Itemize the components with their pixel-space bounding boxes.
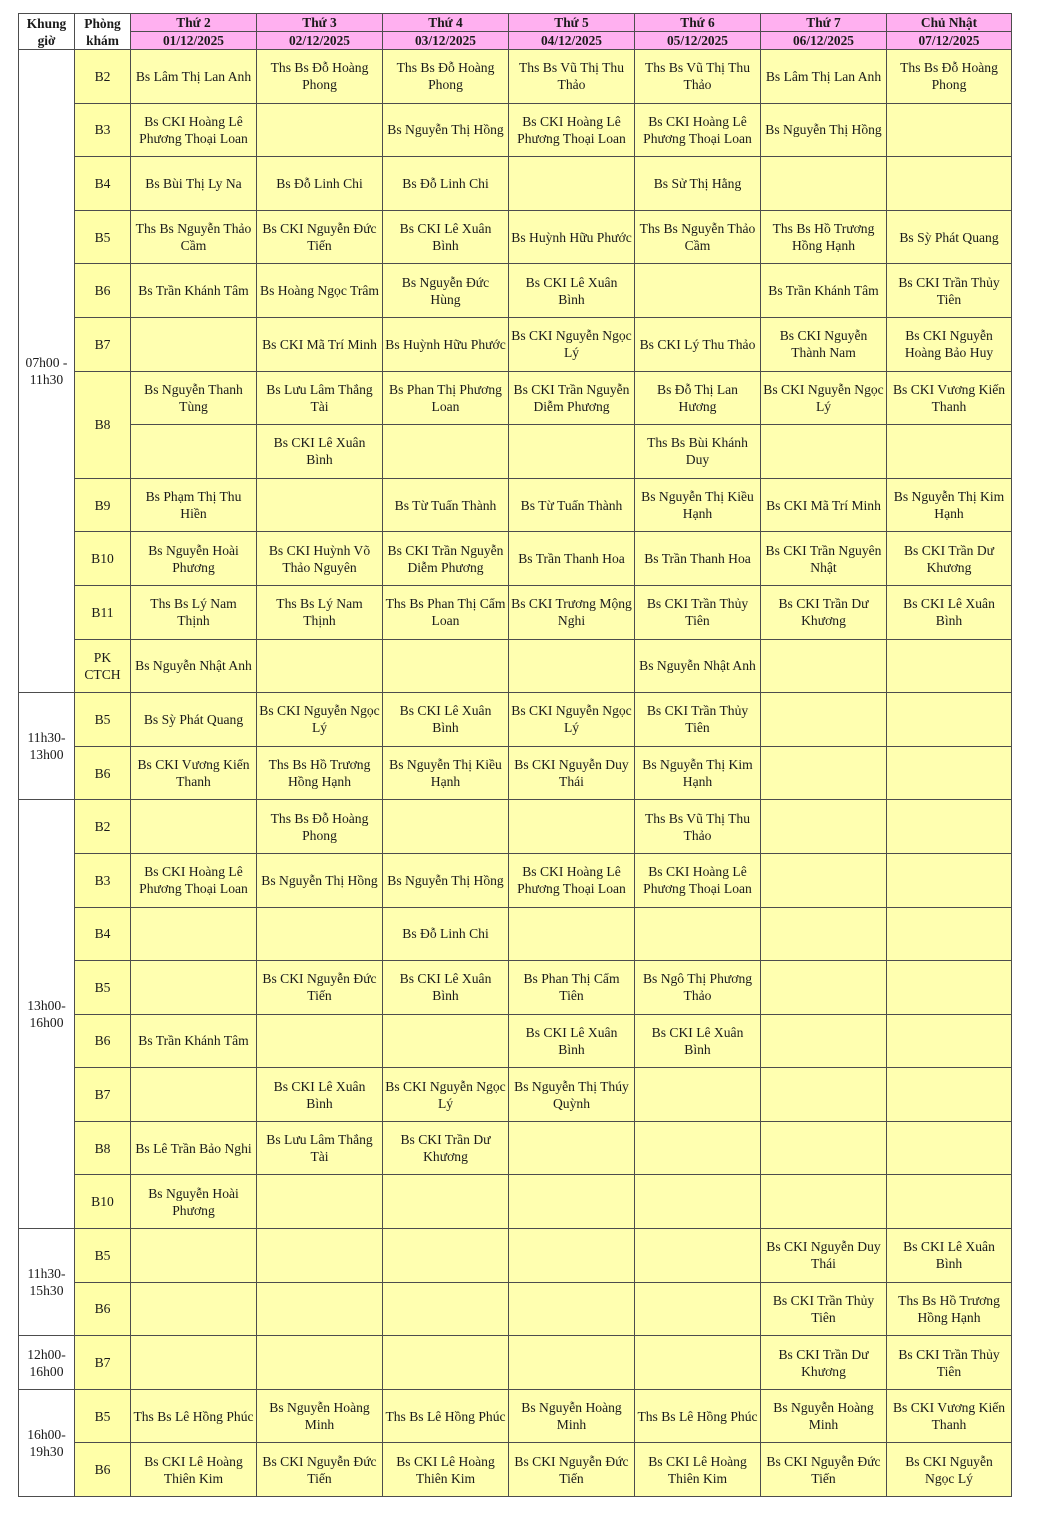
room-cell: B5 (75, 961, 131, 1015)
doctor-cell: Ths Bs Lê Hồng Phúc (635, 1389, 761, 1443)
doctor-cell (509, 800, 635, 854)
table-row (19, 425, 1012, 479)
doctor-cell (887, 1068, 1012, 1122)
doctor-cell (383, 1336, 509, 1390)
doctor-cell: Bs Lưu Lâm Thắng Tài (257, 1121, 383, 1175)
table-row (19, 1389, 1012, 1443)
doctor-cell (257, 907, 383, 961)
doctor-cell: Bs CKI Nguyễn Đức Tiến (509, 1443, 635, 1497)
room-cell: B6 (75, 264, 131, 318)
table-row (19, 746, 1012, 800)
doctor-cell: Bs Lê Trần Bảo Nghi (131, 1121, 257, 1175)
doctor-cell: Bs CKI Hoàng Lê Phương Thoại Loan (131, 853, 257, 907)
table-row (19, 478, 1012, 532)
doctor-cell: Bs Bùi Thị Ly Na (131, 157, 257, 211)
room-cell: B3 (75, 103, 131, 157)
doctor-cell: Bs Nguyễn Hoài Phương (131, 1175, 257, 1229)
doctor-cell: Bs Sỳ Phát Quang (887, 210, 1012, 264)
doctor-cell (509, 157, 635, 211)
time-slot-cell: 11h30- 13h00 (19, 693, 75, 800)
day-date-header: 06/12/2025 (761, 32, 887, 50)
doctor-cell (887, 907, 1012, 961)
doctor-cell (257, 103, 383, 157)
doctor-cell (635, 1229, 761, 1283)
doctor-cell: Bs CKI Nguyễn Thành Nam (761, 317, 887, 371)
doctor-cell: Bs Nguyễn Đức Hùng (383, 264, 509, 318)
doctor-cell (509, 1121, 635, 1175)
doctor-cell (761, 907, 887, 961)
doctor-cell (761, 1068, 887, 1122)
doctor-cell (887, 800, 1012, 854)
doctor-cell: Bs CKI Lê Xuân Bình (509, 1014, 635, 1068)
day-date-header: 05/12/2025 (635, 32, 761, 50)
doctor-cell (509, 1229, 635, 1283)
table-row (19, 317, 1012, 371)
doctor-cell: Bs CKI Lê Xuân Bình (383, 693, 509, 747)
doctor-cell (635, 1175, 761, 1229)
doctor-cell: Bs CKI Nguyễn Ngọc Lý (761, 371, 887, 425)
doctor-cell: Bs CKI Trần Nguyễn Diễm Phương (383, 532, 509, 586)
doctor-cell: Ths Bs Hồ Trương Hồng Hạnh (257, 746, 383, 800)
doctor-cell: Bs CKI Hoàng Lê Phương Thoại Loan (509, 103, 635, 157)
doctor-cell (509, 425, 635, 479)
doctor-cell: Bs CKI Huỳnh Võ Thảo Nguyên (257, 532, 383, 586)
doctor-cell: Bs CKI Nguyễn Ngọc Lý (257, 693, 383, 747)
doctor-cell (887, 103, 1012, 157)
room-cell: B4 (75, 907, 131, 961)
doctor-cell: Bs Phan Thị Phương Loan (383, 371, 509, 425)
time-slot-cell: 16h00- 19h30 (19, 1389, 75, 1496)
doctor-cell: Ths Bs Lý Nam Thịnh (131, 585, 257, 639)
doctor-cell (635, 264, 761, 318)
doctor-cell: Bs Đỗ Thị Lan Hương (635, 371, 761, 425)
doctor-cell: Bs CKI Nguyễn Ngọc Lý (509, 693, 635, 747)
table-row (19, 157, 1012, 211)
doctor-cell: Bs CKI Lê Xuân Bình (509, 264, 635, 318)
table-row (19, 1068, 1012, 1122)
room-cell: B7 (75, 1336, 131, 1390)
doctor-cell: Bs CKI Lê Xuân Bình (257, 1068, 383, 1122)
day-name-header: Thứ 3 (257, 14, 383, 32)
doctor-cell (257, 1229, 383, 1283)
doctor-cell: Bs CKI Nguyễn Đức Tiến (257, 210, 383, 264)
doctor-cell (887, 1121, 1012, 1175)
doctor-cell: Bs Phạm Thị Thu Hiền (131, 478, 257, 532)
doctor-cell (887, 157, 1012, 211)
doctor-cell (131, 1068, 257, 1122)
table-row (19, 1121, 1012, 1175)
doctor-cell: Bs CKI Nguyễn Duy Thái (761, 1229, 887, 1283)
doctor-cell (761, 639, 887, 693)
doctor-cell: Bs CKI Hoàng Lê Phương Thoại Loan (635, 103, 761, 157)
room-cell: B5 (75, 1229, 131, 1283)
doctor-cell (257, 1282, 383, 1336)
doctor-cell: Bs Nguyễn Nhật Anh (131, 639, 257, 693)
table-row (19, 800, 1012, 854)
doctor-cell (887, 693, 1012, 747)
doctor-cell: Bs Nguyễn Thị Kiều Hạnh (383, 746, 509, 800)
doctor-cell: Bs Từ Tuấn Thành (383, 478, 509, 532)
doctor-cell: Bs Nguyễn Thị Kim Hạnh (887, 478, 1012, 532)
table-row (19, 693, 1012, 747)
doctor-cell (509, 639, 635, 693)
doctor-cell: Bs CKI Nguyễn Đức Tiến (257, 1443, 383, 1497)
table-row (19, 371, 1012, 425)
doctor-cell (887, 853, 1012, 907)
doctor-cell: Bs Trần Thanh Hoa (635, 532, 761, 586)
doctor-cell (131, 317, 257, 371)
doctor-cell (131, 1229, 257, 1283)
doctor-cell (887, 961, 1012, 1015)
doctor-cell: Ths Bs Phan Thị Cẩm Loan (383, 585, 509, 639)
doctor-cell (131, 1282, 257, 1336)
doctor-cell: Bs CKI Trần Thủy Tiên (761, 1282, 887, 1336)
doctor-cell (635, 1336, 761, 1390)
doctor-cell (257, 1336, 383, 1390)
doctor-cell: Bs Trần Khánh Tâm (131, 264, 257, 318)
doctor-cell (761, 746, 887, 800)
doctor-cell: Bs CKI Mã Trí Minh (257, 317, 383, 371)
doctor-cell: Ths Bs Vũ Thị Thu Thảo (509, 50, 635, 104)
doctor-cell: Bs Đỗ Linh Chi (257, 157, 383, 211)
doctor-cell (635, 907, 761, 961)
room-cell: B5 (75, 210, 131, 264)
doctor-cell (761, 157, 887, 211)
doctor-cell: Bs CKI Trần Dư Khương (383, 1121, 509, 1175)
room-cell: B9 (75, 478, 131, 532)
day-name-header: Thứ 6 (635, 14, 761, 32)
doctor-cell (887, 1014, 1012, 1068)
room-cell: B11 (75, 585, 131, 639)
doctor-cell: Bs Hoàng Ngọc Trâm (257, 264, 383, 318)
doctor-cell (509, 1175, 635, 1229)
doctor-cell (383, 1282, 509, 1336)
doctor-cell: Bs CKI Trần Thủy Tiên (887, 1336, 1012, 1390)
room-cell: B6 (75, 1014, 131, 1068)
doctor-cell: Bs Phan Thị Cẩm Tiên (509, 961, 635, 1015)
doctor-cell (509, 1282, 635, 1336)
doctor-cell: Ths Bs Nguyễn Thảo Cầm (131, 210, 257, 264)
doctor-cell (761, 853, 887, 907)
doctor-cell (257, 1175, 383, 1229)
doctor-cell: Bs CKI Trần Nguyễn Diễm Phương (509, 371, 635, 425)
doctor-cell: Bs Trần Thanh Hoa (509, 532, 635, 586)
doctor-cell: Bs CKI Lê Hoàng Thiên Kim (131, 1443, 257, 1497)
doctor-cell: Bs Lưu Lâm Thắng Tài (257, 371, 383, 425)
room-cell: B5 (75, 693, 131, 747)
doctor-cell: Bs Trần Khánh Tâm (761, 264, 887, 318)
doctor-cell: Bs Lâm Thị Lan Anh (761, 50, 887, 104)
room-cell: B6 (75, 746, 131, 800)
room-cell: B10 (75, 1175, 131, 1229)
doctor-cell: Bs CKI Trương Mộng Nghi (509, 585, 635, 639)
room-cell: B7 (75, 317, 131, 371)
doctor-cell: Bs Sử Thị Hằng (635, 157, 761, 211)
doctor-cell (761, 693, 887, 747)
doctor-cell: Ths Bs Đỗ Hoàng Phong (887, 50, 1012, 104)
doctor-cell (509, 1336, 635, 1390)
room-cell: B4 (75, 157, 131, 211)
day-date-header: 07/12/2025 (887, 32, 1012, 50)
doctor-cell: Bs Ngô Thị Phương Thảo (635, 961, 761, 1015)
doctor-cell: Bs CKI Trần Dư Khương (761, 585, 887, 639)
table-row (19, 103, 1012, 157)
room-cell: B5 (75, 1389, 131, 1443)
doctor-cell: Ths Bs Đỗ Hoàng Phong (257, 50, 383, 104)
doctor-cell: Bs Lâm Thị Lan Anh (131, 50, 257, 104)
doctor-cell: Bs CKI Vương Kiến Thanh (131, 746, 257, 800)
doctor-cell: Bs CKI Trần Thủy Tiên (887, 264, 1012, 318)
doctor-cell (383, 1229, 509, 1283)
doctor-cell: Bs Nguyễn Hoàng Minh (761, 1389, 887, 1443)
doctor-cell: Ths Bs Bùi Khánh Duy (635, 425, 761, 479)
room-cell: B2 (75, 50, 131, 104)
doctor-cell: Ths Bs Vũ Thị Thu Thảo (635, 50, 761, 104)
doctor-cell: Bs Nguyễn Hoàng Minh (257, 1389, 383, 1443)
doctor-cell (887, 746, 1012, 800)
doctor-cell: Ths Bs Đỗ Hoàng Phong (383, 50, 509, 104)
doctor-cell: Bs CKI Nguyễn Ngọc Lý (887, 1443, 1012, 1497)
doctor-cell: Ths Bs Hồ Trương Hồng Hạnh (887, 1282, 1012, 1336)
doctor-cell (761, 425, 887, 479)
doctor-cell: Bs Huỳnh Hữu Phước (509, 210, 635, 264)
table-row (19, 1229, 1012, 1283)
doctor-cell (257, 1014, 383, 1068)
room-cell: B2 (75, 800, 131, 854)
room-cell: B6 (75, 1443, 131, 1497)
schedule-body (19, 50, 1012, 1497)
doctor-cell: Bs CKI Lê Xuân Bình (257, 425, 383, 479)
day-name-header: Thứ 7 (761, 14, 887, 32)
table-row (19, 1282, 1012, 1336)
doctor-cell (635, 1068, 761, 1122)
time-slot-cell: 07h00 - 11h30 (19, 50, 75, 693)
table-row (19, 961, 1012, 1015)
doctor-cell: Bs CKI Hoàng Lê Phương Thoại Loan (509, 853, 635, 907)
table-row (19, 1014, 1012, 1068)
doctor-cell (887, 1175, 1012, 1229)
room-cell: B10 (75, 532, 131, 586)
doctor-cell: Bs CKI Trần Dư Khương (887, 532, 1012, 586)
table-row (19, 1336, 1012, 1390)
doctor-cell: Bs CKI Lê Xuân Bình (887, 1229, 1012, 1283)
doctor-cell: Ths Bs Lê Hồng Phúc (383, 1389, 509, 1443)
day-name-header: Thứ 2 (131, 14, 257, 32)
table-row (19, 210, 1012, 264)
doctor-cell: Ths Bs Nguyễn Thảo Cầm (635, 210, 761, 264)
doctor-cell: Bs CKI Lê Hoàng Thiên Kim (383, 1443, 509, 1497)
doctor-cell: Bs CKI Hoàng Lê Phương Thoại Loan (131, 103, 257, 157)
doctor-cell (887, 425, 1012, 479)
time-slot-cell: 12h00- 16h00 (19, 1336, 75, 1390)
doctor-cell: Bs Trần Khánh Tâm (131, 1014, 257, 1068)
doctor-cell (383, 1014, 509, 1068)
doctor-cell: Bs CKI Lê Xuân Bình (887, 585, 1012, 639)
doctor-cell: Bs Nguyễn Hoài Phương (131, 532, 257, 586)
doctor-cell: Bs CKI Trần Nguyên Nhật (761, 532, 887, 586)
doctor-cell: Bs CKI Lê Xuân Bình (383, 210, 509, 264)
day-date-header: 04/12/2025 (509, 32, 635, 50)
doctor-cell: Bs CKI Nguyễn Đức Tiến (257, 961, 383, 1015)
doctor-cell: Bs CKI Lê Xuân Bình (635, 1014, 761, 1068)
table-row (19, 264, 1012, 318)
room-cell: B8 (75, 371, 131, 478)
doctor-cell: Bs Đỗ Linh Chi (383, 157, 509, 211)
doctor-cell (887, 639, 1012, 693)
doctor-cell: Bs CKI Lý Thu Thảo (635, 317, 761, 371)
doctor-cell: Bs Sỳ Phát Quang (131, 693, 257, 747)
doctor-cell: Bs CKI Lê Xuân Bình (383, 961, 509, 1015)
day-name-header: Thứ 4 (383, 14, 509, 32)
doctor-cell: Ths Bs Lý Nam Thịnh (257, 585, 383, 639)
day-date-header: 03/12/2025 (383, 32, 509, 50)
time-slot-cell: 11h30- 15h30 (19, 1229, 75, 1336)
doctor-cell: Bs Nguyễn Nhật Anh (635, 639, 761, 693)
doctor-cell (131, 800, 257, 854)
doctor-cell: Bs Nguyễn Thanh Tùng (131, 371, 257, 425)
doctor-cell: Bs Đỗ Linh Chi (383, 907, 509, 961)
doctor-cell: Ths Bs Đỗ Hoàng Phong (257, 800, 383, 854)
time-slot-cell: 13h00- 16h00 (19, 800, 75, 1229)
doctor-cell (383, 800, 509, 854)
doctor-cell (257, 639, 383, 693)
doctor-cell: Bs CKI Trần Dư Khương (761, 1336, 887, 1390)
table-row (19, 585, 1012, 639)
doctor-cell (383, 425, 509, 479)
day-date-header: 02/12/2025 (257, 32, 383, 50)
doctor-cell: Bs Nguyễn Thị Kim Hạnh (635, 746, 761, 800)
doctor-cell: Bs CKI Nguyễn Ngọc Lý (383, 1068, 509, 1122)
table-row (19, 1175, 1012, 1229)
doctor-cell: Bs CKI Vương Kiến Thanh (887, 1389, 1012, 1443)
doctor-cell: Bs Nguyễn Thị Kiều Hạnh (635, 478, 761, 532)
doctor-cell: Bs CKI Trần Thủy Tiên (635, 585, 761, 639)
doctor-cell (131, 1336, 257, 1390)
day-name-header: Chủ Nhật (887, 14, 1012, 32)
doctor-cell: Ths Bs Hồ Trương Hồng Hạnh (761, 210, 887, 264)
doctor-cell: Ths Bs Lê Hồng Phúc (131, 1389, 257, 1443)
table-row (19, 50, 1012, 104)
doctor-cell: Bs Nguyễn Thị Hồng (383, 853, 509, 907)
room-cell: B3 (75, 853, 131, 907)
doctor-cell: Bs Nguyễn Thị Hồng (383, 103, 509, 157)
day-date-header: 01/12/2025 (131, 32, 257, 50)
doctor-cell: Bs CKI Lê Hoàng Thiên Kim (635, 1443, 761, 1497)
doctor-cell (257, 478, 383, 532)
doctor-cell (131, 425, 257, 479)
doctor-cell: Bs Nguyễn Thị Hồng (257, 853, 383, 907)
doctor-cell: Bs CKI Nguyễn Ngọc Lý (509, 317, 635, 371)
doctor-cell (761, 961, 887, 1015)
room-cell: B8 (75, 1121, 131, 1175)
doctor-schedule-table (18, 13, 1012, 1497)
doctor-cell (509, 907, 635, 961)
doctor-cell (761, 1014, 887, 1068)
doctor-cell: Bs Từ Tuấn Thành (509, 478, 635, 532)
doctor-cell: Bs Nguyễn Hoàng Minh (509, 1389, 635, 1443)
room-column-header: Phòng khám (75, 14, 131, 50)
table-row (19, 639, 1012, 693)
doctor-cell (383, 639, 509, 693)
doctor-cell: Ths Bs Vũ Thị Thu Thảo (635, 800, 761, 854)
table-row (19, 907, 1012, 961)
doctor-cell (635, 1121, 761, 1175)
doctor-cell: Bs Huỳnh Hữu Phước (383, 317, 509, 371)
table-row (19, 853, 1012, 907)
doctor-cell (131, 961, 257, 1015)
doctor-cell: Bs CKI Hoàng Lê Phương Thoại Loan (635, 853, 761, 907)
doctor-cell: Bs CKI Vương Kiến Thanh (887, 371, 1012, 425)
doctor-cell: Bs CKI Nguyễn Hoàng Bảo Huy (887, 317, 1012, 371)
day-name-header: Thứ 5 (509, 14, 635, 32)
doctor-cell (383, 1175, 509, 1229)
doctor-cell (131, 907, 257, 961)
doctor-cell: Bs Nguyễn Thị Hồng (761, 103, 887, 157)
doctor-cell: Bs CKI Mã Trí Minh (761, 478, 887, 532)
room-cell: B7 (75, 1068, 131, 1122)
room-cell: B6 (75, 1282, 131, 1336)
doctor-cell: Bs CKI Nguyễn Duy Thái (509, 746, 635, 800)
doctor-cell: Bs CKI Nguyễn Đức Tiến (761, 1443, 887, 1497)
time-column-header: Khung giờ (19, 14, 75, 50)
doctor-cell: Bs Nguyễn Thị Thúy Quỳnh (509, 1068, 635, 1122)
doctor-cell (761, 800, 887, 854)
room-cell: PK CTCH (75, 639, 131, 693)
header-row-days (19, 14, 1012, 32)
doctor-cell (635, 1282, 761, 1336)
doctor-cell (761, 1175, 887, 1229)
table-row (19, 1443, 1012, 1497)
doctor-cell (761, 1121, 887, 1175)
table-row (19, 532, 1012, 586)
header-row-dates (19, 32, 1012, 50)
doctor-cell: Bs CKI Trần Thủy Tiên (635, 693, 761, 747)
